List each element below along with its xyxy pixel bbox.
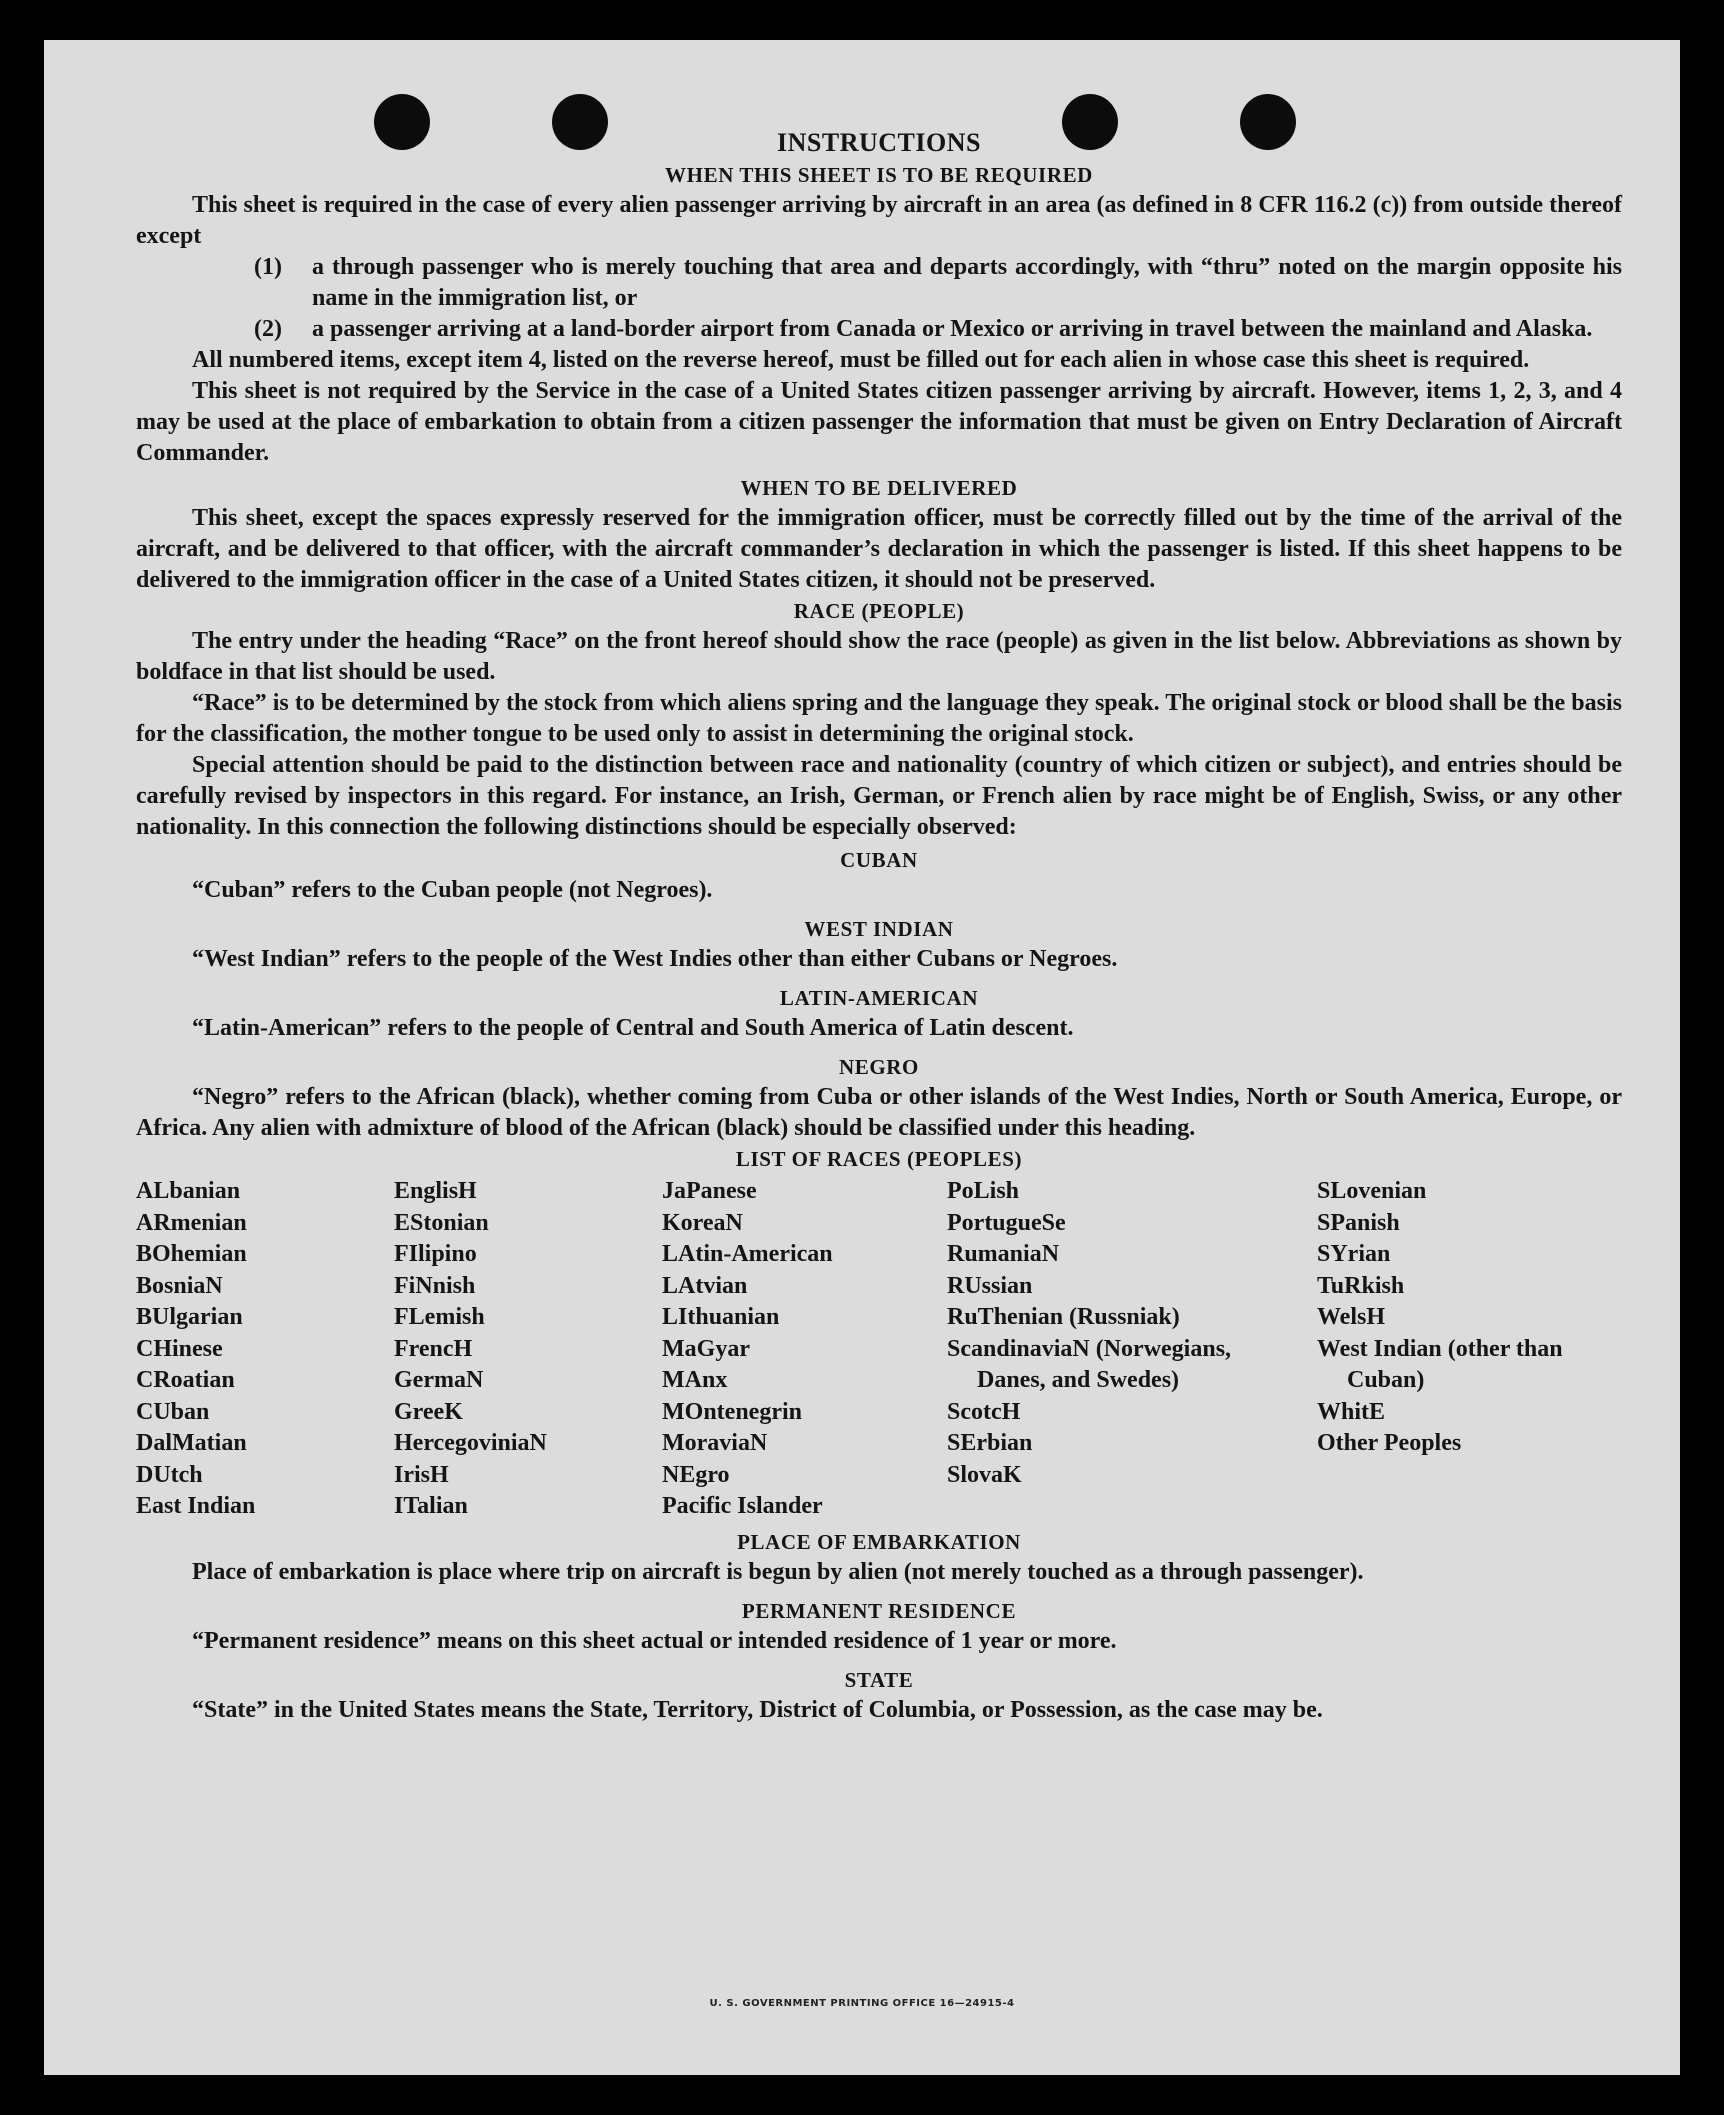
document-sheet — [44, 40, 1680, 2075]
race-entry: LIthuanian — [662, 1304, 780, 1330]
section-heading: STATE — [844, 1667, 914, 1692]
paragraph: “Cuban” refers to the Cuban people (not Negroes). — [192, 877, 713, 903]
race-entry: MOntenegrin — [662, 1398, 802, 1425]
race-entry: TuRkish — [1317, 1272, 1405, 1299]
race-entry: CHinese — [136, 1335, 223, 1362]
race-entry: CRoatian — [136, 1367, 235, 1393]
list-item — [136, 252, 1622, 314]
section-heading: RACE (PEOPLE) — [793, 599, 965, 623]
race-entry: GreeK — [394, 1398, 463, 1425]
race-entry: ScandinaviaN (Norwegians, Danes, and Swedes) — [947, 1335, 1232, 1393]
section-heading: PLACE OF EMBARKATION — [737, 1529, 1021, 1554]
paragraph: The entry under the heading “Race” on the front hereof should show the race (people) as given in the list below. Abbreviations as shown by boldface in that list should be used. — [136, 628, 1622, 685]
section-heading: LATIN-AMERICAN — [779, 986, 979, 1010]
section-heading: CUBAN — [840, 848, 918, 872]
race-entry: MAnx — [662, 1367, 728, 1393]
paragraph: Place of embarkation is place where trip on aircraft is begun by alien (not merely touched as a through passenger). — [192, 1558, 1364, 1585]
race-entry: WhitE — [1317, 1398, 1386, 1425]
race-entry: WelsH — [1317, 1304, 1386, 1330]
paragraph: “Negro” refers to the African (black), whether coming from Cuba or other islands of the West Indies, North or South America, Europe, or Africa. Any alien with admixture of blood of the African (black) should be classified under this heading. — [136, 1084, 1622, 1141]
race-entry: ARmenian — [136, 1209, 247, 1236]
race-entry: FLemish — [394, 1304, 485, 1330]
paragraph: This sheet is not required by the Service in the case of a United States citizen passenger arriving by aircraft. However, items 1, 2, 3, and 4 may be used at the place of embarkation to obtain from a citizen passenger the information that must be given on Entry Declaration of Aircraft Commander. — [136, 378, 1622, 466]
paragraph: All numbered items, except item 4, listed on the reverse hereof, must be filled out for each alien in whose case this sheet is required. — [192, 347, 1530, 373]
race-entry: ITalian — [394, 1493, 468, 1519]
race-entry: LAtvian — [662, 1272, 748, 1299]
printer-imprint: U. S. GOVERNMENT PRINTING OFFICE 16—24915-4 — [709, 1998, 1015, 2009]
item-number: (1) — [254, 254, 282, 280]
section-heading: WHEN TO BE DELIVERED — [740, 476, 1018, 500]
race-entry: PortugueSe — [947, 1209, 1066, 1236]
race-entry: EnglisH — [394, 1178, 477, 1204]
paragraph: This sheet, except the spaces expressly reserved for the immigration officer, must be correctly filled out by the time of the arrival of the aircraft, and be delivered to that officer, with the aircraft commander’s declaration in which the passenger is listed. If this sheet happens to be delivered to the immigration officer in the case of a United States citizen, it should not be preserved. — [136, 505, 1622, 593]
paragraph: This sheet is required in the case of every alien passenger arriving by aircraft in an area (as defined in 8 CFR 116.2 (c)) from outside thereof except — [136, 192, 1622, 249]
race-column — [947, 1176, 1317, 1523]
instructions-body — [136, 126, 1622, 1726]
race-entry: RumaniaN — [947, 1241, 1060, 1267]
item-number: (2) — [254, 316, 282, 342]
race-entry: KoreaN — [662, 1209, 743, 1236]
race-entry: CUban — [136, 1398, 210, 1425]
race-entry: ScotcH — [947, 1398, 1021, 1425]
race-entry: DUtch — [136, 1461, 203, 1488]
list-item — [136, 314, 1622, 345]
race-column — [136, 1176, 394, 1523]
race-entry: NEgro — [662, 1461, 730, 1488]
item-text: a passenger arriving at a land-border airport from Canada or Mexico or arriving in travel between the mainland and Alaska. — [312, 316, 1593, 342]
race-entry: EStonian — [394, 1209, 489, 1236]
race-entry: DalMatian — [136, 1430, 247, 1456]
race-entry: West Indian (other than Cuban) — [1317, 1335, 1563, 1393]
paragraph: “West Indian” refers to the people of the West Indies other than either Cubans or Negroes. — [192, 946, 1118, 972]
race-entry: IrisH — [394, 1461, 449, 1488]
page-title: INSTRUCTIONS — [777, 128, 981, 157]
race-entry: SlovaK — [947, 1461, 1022, 1488]
race-entry: GermaN — [394, 1367, 484, 1393]
race-column — [662, 1176, 947, 1523]
race-entry: Other Peoples — [1317, 1430, 1462, 1456]
section-heading: LIST OF RACES (PEOPLES) — [735, 1147, 1023, 1171]
race-column — [394, 1176, 662, 1523]
race-entry: LAtin-American — [662, 1241, 833, 1267]
race-entry: RUssian — [947, 1272, 1033, 1299]
race-column — [1317, 1176, 1607, 1523]
paragraph: “Latin-American” refers to the people of Central and South America of Latin descent. — [192, 1015, 1074, 1041]
race-entry: FrencH — [394, 1335, 473, 1362]
section-heading: PERMANENT RESIDENCE — [741, 1598, 1017, 1623]
race-entry: FIlipino — [394, 1241, 477, 1267]
paragraph: “Permanent residence” means on this sheet actual or intended residence of 1 year or more. — [192, 1627, 1117, 1654]
race-entry: JaPanese — [662, 1178, 757, 1204]
race-entry: RuThenian (Russniak) — [947, 1304, 1180, 1330]
race-entry: HercegoviniaN — [394, 1430, 547, 1456]
race-entry: BOhemian — [136, 1241, 247, 1267]
race-entry: East Indian — [136, 1493, 256, 1519]
item-text: a through passenger who is merely touching that area and departs accordingly, with “thru” noted on the margin opposite his name in the immigration list, or — [312, 254, 1622, 311]
paragraph: “State” in the United States means the State, Territory, District of Columbia, or Possession, as the case may be. — [192, 1696, 1323, 1723]
race-entry: Pacific Islander — [662, 1493, 823, 1519]
section-heading: WEST INDIAN — [804, 917, 954, 941]
race-entry: ALbanian — [136, 1178, 241, 1204]
race-entry: BosniaN — [136, 1272, 223, 1299]
race-list — [136, 1176, 1622, 1523]
paragraph: Special attention should be paid to the distinction between race and nationality (country of which citizen or subject), and entries should be carefully revised by inspectors in this regard. For instance, an Irish, German, or French alien by race might be of English, Swiss, or any other nationality. In this connection the following distinctions should be especially observed: — [136, 752, 1622, 840]
paragraph: “Race” is to be determined by the stock from which aliens spring and the language they speak. The original stock or blood shall be the basis for the classification, the mother tongue to be used only to assist in determining the original stock. — [136, 690, 1622, 747]
race-entry: SPanish — [1317, 1209, 1400, 1236]
section-heading: WHEN THIS SHEET IS TO BE REQUIRED — [665, 163, 1093, 187]
race-entry: SErbian — [947, 1430, 1033, 1456]
race-entry: MoraviaN — [662, 1430, 768, 1456]
section-heading: NEGRO — [838, 1055, 919, 1079]
race-entry: PoLish — [947, 1178, 1020, 1204]
race-entry: BUlgarian — [136, 1304, 243, 1330]
race-entry: SYrian — [1317, 1241, 1391, 1267]
race-entry: SLovenian — [1317, 1178, 1427, 1204]
race-entry: MaGyar — [662, 1335, 750, 1362]
race-entry: FiNnish — [394, 1272, 476, 1299]
